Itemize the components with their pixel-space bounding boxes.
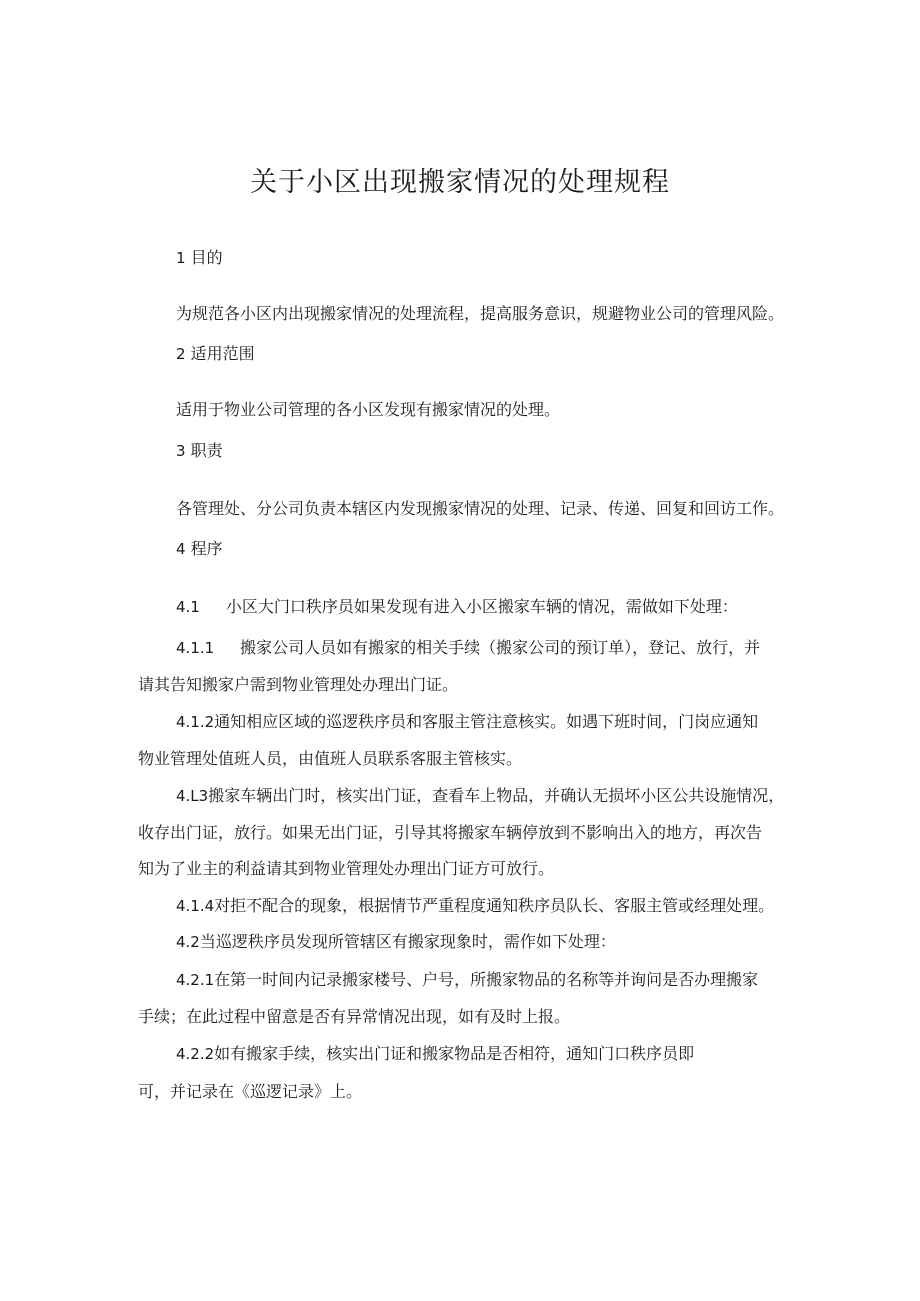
clause-number: 4.2 — [176, 933, 200, 951]
clause-number: 4.1.1 — [176, 639, 215, 657]
clause-4-2 — [176, 932, 616, 952]
section-heading-1 — [176, 248, 223, 268]
section-body-2: 适用于物业公司管理的各小区发现有搬家情况的处理。 — [176, 400, 561, 419]
clause-text: 对拒不配合的现象，根据情节严重程度通知秩序员队长、客服主管或经理处理。 — [214, 896, 775, 915]
section-number: 3 — [176, 442, 186, 460]
clause-text: 搬家公司人员如有搬家的相关手续（搬家公司的预订单），登记、放行，并 — [240, 638, 761, 657]
clause-4-1-1 — [176, 638, 760, 658]
section-heading-text: 程序 — [190, 539, 223, 558]
clause-4-2-2 — [176, 1044, 694, 1064]
clause-4-1 — [176, 597, 738, 617]
clause-4-1-4 — [176, 896, 774, 916]
section-body-1: 为规范各小区内出现搬家情况的处理流程，提高服务意识，规避物业公司的管理风险。 — [176, 304, 785, 323]
clause-4-2-1-cont: 手续；在此过程中留意是否有异常情况出现，如有及时上报。 — [138, 1007, 571, 1026]
section-heading-text: 职责 — [190, 441, 223, 460]
clause-4-2-1 — [176, 970, 758, 990]
clause-4-1-2 — [176, 712, 758, 732]
section-number: 4 — [176, 540, 186, 558]
page-title: 关于小区出现搬家情况的处理规程 — [250, 167, 670, 198]
clause-4-1-2-cont: 物业管理处值班人员，由值班人员联系客服主管核实。 — [138, 749, 523, 768]
section-heading-3 — [176, 441, 223, 461]
clause-4-1-3-cont-2: 知为了业主的利益请其到物业管理处办理出门证方可放行。 — [138, 859, 555, 878]
clause-number: 4.2.2 — [176, 1045, 215, 1063]
clause-number: 4.1.4 — [176, 897, 215, 915]
clause-4-1-1-cont: 请其告知搬家户需到物业管理处办理出门证。 — [138, 675, 459, 694]
section-heading-4 — [176, 539, 223, 559]
clause-text: 小区大门口秩序员如果发现有进入小区搬家车辆的情况，需做如下处理： — [225, 597, 738, 616]
section-body-3: 各管理处、分公司负责本辖区内发现搬家情况的处理、记录、传递、回复和回访工作。 — [176, 499, 785, 518]
section-heading-2 — [176, 344, 255, 364]
clause-number: 4.2.1 — [176, 971, 215, 989]
section-heading-text: 适用范围 — [190, 344, 255, 363]
clause-4-1-3-cont-1: 收存出门证，放行。如果无出门证，引导其将搬家车辆停放到不影响出入的地方，再次告 — [138, 823, 763, 842]
section-number: 1 — [176, 249, 186, 267]
clause-text: 通知相应区域的巡逻秩序员和客服主管注意核实。如遇下班时间，门岗应通知 — [214, 712, 759, 731]
section-heading-text: 目的 — [190, 248, 223, 267]
clause-number: 4.1.2 — [176, 713, 215, 731]
clause-4-2-2-cont: 可，并记录在《巡逻记录》上。 — [138, 1082, 363, 1101]
clause-4-1-3 — [176, 786, 784, 806]
clause-text: 搬家车辆出门时，核实出门证，查看车上物品，并确认无损坏小区公共设施情况， — [208, 786, 785, 805]
clause-number: 4.L3 — [176, 787, 209, 805]
clause-text: 在第一时间内记录搬家楼号、户号，所搬家物品的名称等并询问是否办理搬家 — [214, 970, 759, 989]
section-number: 2 — [176, 345, 186, 363]
clause-text: 当巡逻秩序员发现所管辖区有搬家现象时，需作如下处理： — [199, 932, 616, 951]
clause-number: 4.1 — [176, 598, 200, 616]
clause-text: 如有搬家手续，核实出门证和搬家物品是否相符，通知门口秩序员即 — [214, 1044, 695, 1063]
